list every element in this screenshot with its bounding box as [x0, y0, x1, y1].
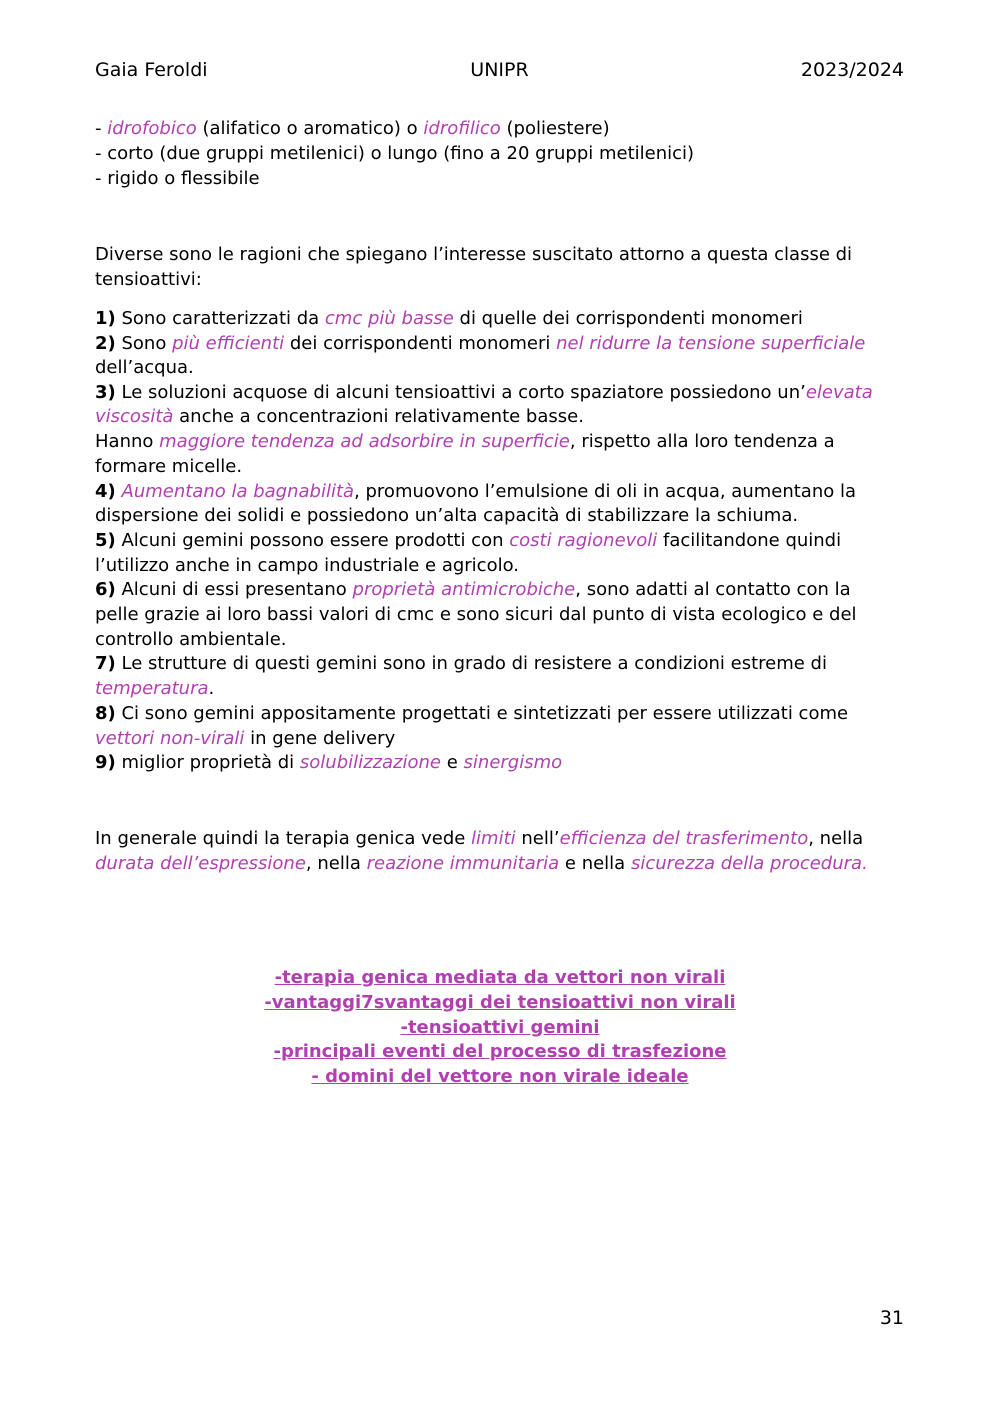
- point-3-cont3: formare micelle.: [95, 456, 243, 477]
- point-9: [95, 751, 562, 775]
- highlight-term: efficienza del trasferimento: [559, 828, 809, 849]
- link-tensioattivi-gemini[interactable]: -tensioattivi gemini: [400, 1016, 600, 1038]
- point-7: [95, 652, 827, 676]
- header-author: Gaia Feroldi: [95, 59, 208, 81]
- highlight-term: sicurezza della procedura.: [630, 853, 868, 874]
- text-span: Alcuni gemini possono essere prodotti con: [115, 530, 510, 551]
- point-number: 5): [95, 530, 116, 551]
- intro-line-1: Diverse sono le ragioni che spiegano l’interesse suscitato attorno a questa classe di: [95, 244, 853, 265]
- point-number: 2): [95, 333, 116, 354]
- topic-links: [0, 966, 1000, 1090]
- point-3-cont2: [95, 430, 835, 454]
- bullet-line-2: - corto (due gruppi metilenici) o lungo (fino a 20 gruppi metilenici): [95, 143, 695, 164]
- point-number: 1): [95, 308, 116, 329]
- text-span: Alcuni di essi presentano: [115, 579, 353, 600]
- point-number: 3): [95, 382, 116, 403]
- bullet-dash: -: [95, 118, 108, 139]
- point-8-cont: [95, 727, 395, 751]
- text-span: di quelle dei corrispondenti monomeri: [453, 308, 803, 329]
- text-span: nell’: [515, 828, 560, 849]
- highlight-term: costi ragionevoli: [509, 530, 658, 551]
- highlight-term: proprietà antimicrobiche: [352, 579, 576, 600]
- text-span: In generale quindi la terapia genica vede: [95, 828, 472, 849]
- point-1: [95, 307, 803, 331]
- text-span: (poliestere): [500, 118, 610, 139]
- text-span: (alifatico o aromatico) o: [196, 118, 424, 139]
- point-3: [95, 381, 873, 405]
- point-7-cont: [95, 677, 214, 701]
- highlight-term: temperatura: [95, 678, 209, 699]
- point-6-cont: pelle grazie ai loro bassi valori di cmc e sono sicuri dal punto di vista ecologico e del: [95, 604, 857, 625]
- highlight-term: solubilizzazione: [299, 752, 441, 773]
- highlight-term: idrofilico: [423, 118, 501, 139]
- point-2: [95, 332, 865, 356]
- header-year: 2023/2024: [800, 59, 904, 81]
- text-span: anche a concentrazioni relativamente basse.: [173, 406, 584, 427]
- text-span: , nella: [808, 828, 864, 849]
- point-4: [95, 480, 856, 504]
- highlight-term: idrofobico: [107, 118, 197, 139]
- page-header: [95, 59, 904, 85]
- text-span: Sono caratterizzati da: [115, 308, 325, 329]
- text-span: Hanno: [95, 431, 160, 452]
- highlight-term: reazione immunitaria: [366, 853, 560, 874]
- highlight-term: viscosità: [95, 406, 174, 427]
- text-span: .: [208, 678, 215, 699]
- text-span: Le strutture di questi gemini sono in grado di resistere a condizioni estreme di: [115, 653, 827, 674]
- highlight-term: Aumentano la bagnabilità: [121, 481, 355, 502]
- text-span: dei corrispondenti monomeri: [284, 333, 557, 354]
- point-5: [95, 529, 841, 553]
- point-number: 6): [95, 579, 116, 600]
- highlight-term: maggiore tendenza ad adsorbire in superficie: [159, 431, 570, 452]
- point-6: [95, 578, 851, 602]
- bullet-line-1: [95, 117, 610, 141]
- text-span: Ci sono gemini appositamente progettati e sintetizzati per essere utilizzati come: [115, 703, 849, 724]
- link-domini-vettore[interactable]: - domini del vettore non virale ideale: [311, 1066, 689, 1088]
- point-number: 4): [95, 481, 116, 502]
- conclusion-line-1: [95, 827, 863, 851]
- bullet-line-3: - rigido o flessibile: [95, 168, 260, 189]
- highlight-term: più efficienti: [172, 333, 285, 354]
- header-university: UNIPR: [470, 59, 529, 81]
- highlight-term: limiti: [471, 828, 516, 849]
- point-2-cont: dell’acqua.: [95, 357, 194, 378]
- point-6-cont2: controllo ambientale.: [95, 629, 287, 650]
- page-number: 31: [879, 1307, 904, 1329]
- point-number: 9): [95, 752, 116, 773]
- text-span: , nella: [305, 853, 367, 874]
- text-span: e: [441, 752, 464, 773]
- point-8: [95, 702, 848, 726]
- link-vantaggi-svantaggi[interactable]: -vantaggi7svantaggi dei tensioattivi non virali: [264, 991, 736, 1013]
- text-span: Le soluzioni acquose di alcuni tensioattivi a corto spaziatore possiedono un’: [115, 382, 806, 403]
- point-number: 8): [95, 703, 116, 724]
- text-span: , sono adatti al contatto con la: [575, 579, 851, 600]
- text-span: miglior proprietà di: [115, 752, 300, 773]
- text-span: e nella: [559, 853, 631, 874]
- highlight-term: vettori non-virali: [95, 728, 245, 749]
- point-number: 7): [95, 653, 116, 674]
- intro-line-2: tensioattivi:: [95, 269, 202, 290]
- point-4-cont: dispersione dei solidi e possiedono un’alta capacità di stabilizzare la schiuma.: [95, 505, 799, 526]
- link-eventi-trasfezione[interactable]: -principali eventi del processo di trasfezione: [273, 1041, 727, 1063]
- conclusion-line-2: [95, 852, 868, 876]
- highlight-term: nel ridurre la tensione superficiale: [556, 333, 866, 354]
- highlight-term: sinergismo: [463, 752, 563, 773]
- text-span: Sono: [115, 333, 173, 354]
- highlight-term: durata dell’espressione: [95, 853, 306, 874]
- text-span: facilitandone quindi: [657, 530, 842, 551]
- highlight-term: elevata: [805, 382, 873, 403]
- text-span: , rispetto alla loro tendenza a: [569, 431, 835, 452]
- point-5-cont: l’utilizzo anche in campo industriale e agricolo.: [95, 555, 520, 576]
- point-3-cont: [95, 405, 584, 429]
- link-terapia-genica[interactable]: -terapia genica mediata da vettori non virali: [274, 967, 726, 988]
- text-span: , promuovono l’emulsione di oli in acqua, aumentano la: [354, 481, 857, 502]
- text-span: in gene delivery: [244, 728, 396, 749]
- highlight-term: cmc più basse: [324, 308, 454, 329]
